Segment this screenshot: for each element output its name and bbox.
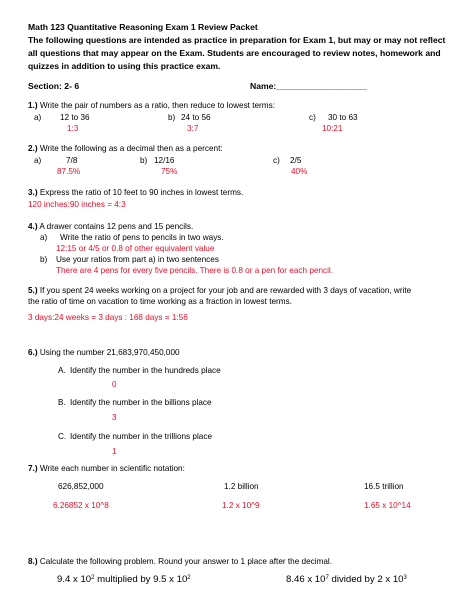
q1-b-value: 24 to 56 bbox=[181, 113, 211, 122]
q4-b-answer: There are 4 pens for every five pencils. There is 0.8 or a pen for each pencil. bbox=[56, 266, 334, 275]
q8-left-base: 9.4 x 10 bbox=[57, 574, 92, 585]
question-number: 2.) bbox=[28, 144, 38, 153]
question-text: Write the following as a decimal then as a percent: bbox=[39, 144, 223, 153]
question-text: A drawer contains 12 pens and 15 pencils. bbox=[39, 222, 194, 231]
q6-b-label: B. bbox=[58, 398, 66, 407]
q2-c-value: 2/5 bbox=[290, 156, 302, 165]
q1-a-answer: 1:3 bbox=[67, 124, 79, 133]
q1-b-answer: 3:7 bbox=[187, 124, 199, 133]
q8-left-operation: multiplied by 9.5 x 10 bbox=[94, 574, 188, 585]
q8-left-exponent-1: 2 bbox=[91, 575, 95, 581]
q7-item-2-value: 1.2 billion bbox=[224, 482, 259, 491]
q4-a-answer: 12:15 or 4/5 or 0.8 of other equivalent value bbox=[56, 244, 215, 253]
q1-c-answer: 10:21 bbox=[322, 124, 343, 133]
q1-c-label: c) bbox=[309, 113, 316, 122]
question-3 bbox=[28, 188, 243, 198]
q2-c-answer: 40% bbox=[291, 167, 308, 176]
intro-line-3: quizzes in addition to using this practice exam. bbox=[28, 61, 221, 71]
q1-c-value: 30 to 63 bbox=[328, 113, 358, 122]
q8-right-exponent-2: 3 bbox=[403, 575, 407, 581]
q4-a-text: Write the ratio of pens to pencils in two ways. bbox=[60, 233, 224, 242]
question-number: 6.) bbox=[28, 348, 38, 357]
q6-b-text: Identify the number in the billions place bbox=[70, 398, 212, 407]
q5-text-line-2: the ratio of time on vacation to time working as a fraction in lowest terms. bbox=[28, 297, 292, 306]
q1-b-label: b) bbox=[168, 113, 176, 122]
question-2 bbox=[28, 144, 223, 154]
section-label: Section: 2- 6 bbox=[28, 81, 80, 91]
q7-item-1-value: 626,852,000 bbox=[58, 482, 104, 491]
name-field: Name:___________________ bbox=[250, 81, 368, 91]
q4-a-label: a) bbox=[40, 233, 48, 242]
q7-item-3-answer: 1.65 x 10^14 bbox=[364, 501, 411, 510]
q2-a-answer: 87.5% bbox=[57, 167, 81, 176]
question-text: Using the number 21,683,970,450,000 bbox=[39, 348, 180, 357]
q5-answer: 3 days:24 weeks = 3 days : 168 days = 1:56 bbox=[28, 313, 188, 322]
question-number: 1.) bbox=[28, 101, 38, 110]
question-number: 3.) bbox=[28, 188, 38, 197]
q2-b-label: b) bbox=[140, 156, 148, 165]
q2-a-label: a) bbox=[34, 156, 42, 165]
question-4 bbox=[28, 222, 193, 232]
q6-c-text: Identify the number in the trillions place bbox=[70, 432, 212, 441]
q4-b-label: b) bbox=[40, 255, 48, 264]
q6-a-label: A. bbox=[58, 366, 66, 375]
document-title: Math 123 Quantitative Reasoning Exam 1 Review Packet bbox=[28, 22, 258, 32]
question-number: 5.) bbox=[28, 286, 38, 295]
q2-b-value: 12/16 bbox=[154, 156, 175, 165]
q6-c-answer: 1 bbox=[112, 447, 117, 456]
q7-item-2-answer: 1.2 x 10^9 bbox=[222, 501, 260, 510]
question-5 bbox=[28, 286, 411, 296]
question-number: 7.) bbox=[28, 464, 38, 473]
q8-right-operation: divided by 2 x 10 bbox=[328, 574, 404, 585]
q8-right-problem bbox=[286, 574, 407, 586]
question-number: 8.) bbox=[28, 557, 38, 566]
question-8 bbox=[28, 557, 332, 567]
question-text: Calculate the following problem. Round your answer to 1 place after the decimal. bbox=[39, 557, 333, 566]
question-number: 4.) bbox=[28, 222, 38, 231]
intro-line-1: The following questions are intended as practice in preparation for Exam 1, but may or may not reflect bbox=[28, 35, 446, 45]
q7-item-1-answer: 6.26852 x 10^8 bbox=[53, 501, 109, 510]
question-text: Express the ratio of 10 feet to 90 inches in lowest terms. bbox=[39, 188, 244, 197]
q1-a-value: 12 to 36 bbox=[60, 113, 90, 122]
q2-c-label: c) bbox=[273, 156, 280, 165]
q8-left-exponent-2: 2 bbox=[187, 575, 191, 581]
q3-answer: 120 inches:90 inches = 4:3 bbox=[28, 200, 126, 209]
q1-a-label: a) bbox=[34, 113, 42, 122]
question-text: Write each number in scientific notation: bbox=[39, 464, 185, 473]
q6-b-answer: 3 bbox=[112, 413, 117, 422]
q2-b-answer: 75% bbox=[161, 167, 178, 176]
question-1 bbox=[28, 101, 275, 111]
q6-a-text: Identify the number in the hundreds place bbox=[70, 366, 221, 375]
intro-line-2: all questions that may appear on the Exam. Students are encouraged to review notes, homework and bbox=[28, 48, 441, 58]
q4-b-text: Use your ratios from part a) in two sentences bbox=[56, 255, 219, 264]
q8-left-problem bbox=[57, 574, 191, 586]
q8-right-exponent-1: 7 bbox=[325, 575, 329, 581]
q7-item-3-value: 16.5 trillion bbox=[364, 482, 404, 491]
question-6 bbox=[28, 348, 180, 358]
q2-a-value: 7/8 bbox=[66, 156, 78, 165]
q6-a-answer: 0 bbox=[112, 380, 117, 389]
question-text: If you spent 24 weeks working on a project for your job and are rewarded with 3 days of vacation, write bbox=[39, 286, 412, 295]
q6-c-label: C. bbox=[58, 432, 67, 441]
q8-right-base: 8.46 x 10 bbox=[286, 574, 326, 585]
question-7 bbox=[28, 464, 185, 474]
question-text: Write the pair of numbers as a ratio, then reduce to lowest terms: bbox=[39, 101, 275, 110]
